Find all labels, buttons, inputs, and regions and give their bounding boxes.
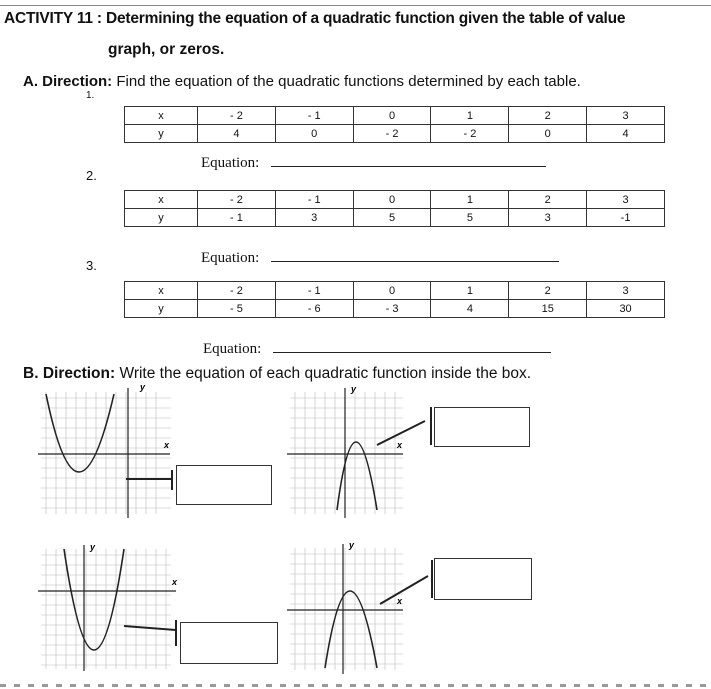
equation-line-1 bbox=[201, 154, 546, 172]
x-axis-label: x bbox=[164, 440, 170, 450]
connector-line-1 bbox=[126, 470, 176, 490]
table-cell: 1 bbox=[431, 107, 509, 125]
table-cell: 3 bbox=[275, 209, 353, 227]
table-cell: - 2 bbox=[198, 191, 276, 209]
table-cell: 4 bbox=[587, 125, 665, 143]
value-table-3 bbox=[124, 281, 665, 318]
table-cell: 3 bbox=[587, 191, 665, 209]
equation-line-2 bbox=[201, 249, 559, 267]
table-cell: - 2 bbox=[431, 125, 509, 143]
answer-box-3[interactable] bbox=[180, 622, 278, 664]
y-label-cell: y bbox=[125, 300, 198, 318]
section-b-letter: B. bbox=[23, 365, 39, 382]
table-cell: - 1 bbox=[275, 282, 353, 300]
table-cell: - 1 bbox=[198, 209, 276, 227]
graph-3 bbox=[36, 543, 181, 673]
table-cell: - 3 bbox=[353, 300, 431, 318]
table-cell: -1 bbox=[587, 209, 665, 227]
x-label-cell: x bbox=[125, 191, 198, 209]
activity-title: ACTIVITY 11 : Determining the equation of a quadratic function given the table of value bbox=[4, 10, 626, 27]
grid bbox=[41, 549, 171, 669]
item-number-1: 1. bbox=[86, 90, 95, 101]
table-cell: 2 bbox=[509, 107, 587, 125]
table-row-y bbox=[125, 300, 665, 318]
table-cell: 15 bbox=[509, 300, 587, 318]
parabola-curve bbox=[325, 591, 377, 668]
section-a-direction bbox=[23, 73, 581, 90]
table-row-x bbox=[125, 282, 665, 300]
equation-label: Equation: bbox=[201, 155, 260, 171]
connector-line-3 bbox=[124, 618, 180, 648]
equation-line-3 bbox=[203, 340, 551, 358]
table-cell: 3 bbox=[587, 107, 665, 125]
x-axis-label: x bbox=[172, 577, 178, 587]
section-b-label: Direction: bbox=[42, 365, 116, 382]
table-cell: - 1 bbox=[275, 191, 353, 209]
table-row-x bbox=[125, 191, 665, 209]
section-b-direction bbox=[23, 365, 531, 383]
item-number-3: 3. bbox=[86, 258, 97, 273]
equation-label: Equation: bbox=[201, 250, 260, 266]
table-cell: 0 bbox=[353, 107, 431, 125]
equation-label: Equation: bbox=[203, 341, 262, 357]
table-cell: 0 bbox=[509, 125, 587, 143]
connector-line-4 bbox=[378, 558, 438, 608]
value-table-1 bbox=[124, 106, 665, 143]
table-cell: 0 bbox=[275, 125, 353, 143]
item-number-2: 2. bbox=[86, 168, 97, 183]
table-cell: - 2 bbox=[198, 282, 276, 300]
grid bbox=[41, 392, 171, 514]
section-a-text: Find the equation of the quadratic functions determined by each table. bbox=[116, 73, 581, 90]
y-axis-label: y bbox=[351, 384, 357, 394]
table-row-x bbox=[125, 107, 665, 125]
value-table-2 bbox=[124, 190, 665, 227]
table-cell: - 5 bbox=[198, 300, 276, 318]
section-a-letter: A. bbox=[23, 73, 38, 90]
graph-1 bbox=[36, 384, 171, 520]
table-row-y bbox=[125, 125, 665, 143]
table-cell: 30 bbox=[587, 300, 665, 318]
table-row-y bbox=[125, 209, 665, 227]
answer-blank[interactable] bbox=[271, 154, 546, 167]
top-rule bbox=[0, 5, 711, 6]
answer-blank[interactable] bbox=[271, 249, 559, 262]
table-cell: 0 bbox=[353, 282, 431, 300]
x-label-cell: x bbox=[125, 107, 198, 125]
y-axis-label: y bbox=[140, 384, 146, 392]
table-cell: - 2 bbox=[198, 107, 276, 125]
y-label-cell: y bbox=[125, 125, 198, 143]
y-label-cell: y bbox=[125, 209, 198, 227]
table-cell: - 1 bbox=[275, 107, 353, 125]
table-cell: 1 bbox=[431, 191, 509, 209]
table-cell: 4 bbox=[431, 300, 509, 318]
section-b-text: Write the equation of each quadratic function inside the box. bbox=[119, 365, 532, 382]
table-cell: 2 bbox=[509, 282, 587, 300]
answer-box-1[interactable] bbox=[176, 465, 272, 505]
answer-box-4[interactable] bbox=[434, 558, 532, 600]
table-cell: - 6 bbox=[275, 300, 353, 318]
x-label-cell: x bbox=[125, 282, 198, 300]
section-a-label: Direction: bbox=[42, 73, 113, 90]
table-cell: 4 bbox=[198, 125, 276, 143]
connector-line-2 bbox=[375, 405, 435, 450]
table-cell: 5 bbox=[431, 209, 509, 227]
x-axis-label: x bbox=[397, 596, 403, 606]
table-cell: - 2 bbox=[353, 125, 431, 143]
table-cell: 0 bbox=[353, 191, 431, 209]
table-cell: 3 bbox=[509, 209, 587, 227]
y-axis-label: y bbox=[90, 543, 96, 552]
activity-title-continued: graph, or zeros. bbox=[108, 41, 225, 58]
parabola-curve bbox=[337, 442, 377, 510]
bottom-cutoff-text bbox=[0, 684, 711, 687]
y-axis-label: y bbox=[349, 540, 355, 550]
table-cell: 5 bbox=[353, 209, 431, 227]
x-axis-label: x bbox=[397, 440, 403, 450]
answer-blank[interactable] bbox=[273, 340, 551, 353]
table-cell: 1 bbox=[431, 282, 509, 300]
table-cell: 3 bbox=[587, 282, 665, 300]
table-cell: 2 bbox=[509, 191, 587, 209]
answer-box-2[interactable] bbox=[434, 407, 530, 447]
